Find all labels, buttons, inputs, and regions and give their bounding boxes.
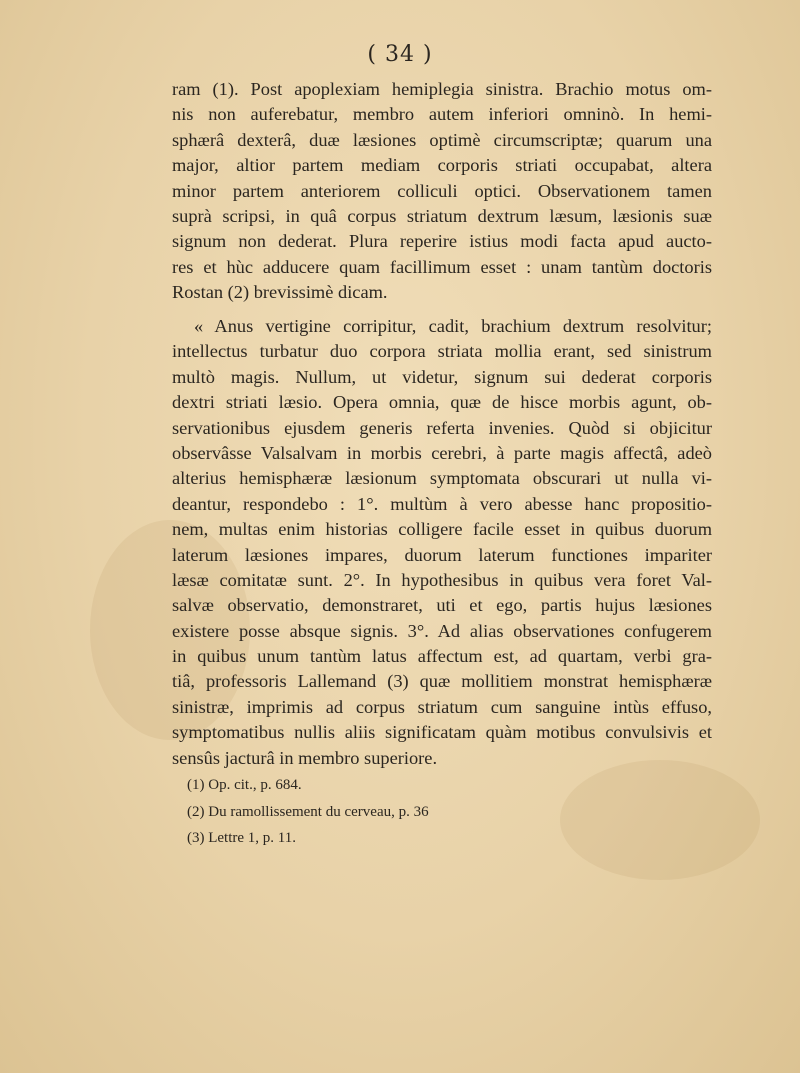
text-line: suprà scripsi, in quâ corpus striatum dextrum læsum, læsionis suæ: [172, 205, 712, 226]
text-line: existere posse absque signis. 3°. Ad alias observationes confugerem: [172, 620, 712, 641]
text-line: intellectus turbatur duo corpora striata mollia erant, sed sinistrum: [172, 341, 712, 362]
footnotes: [187, 772, 607, 852]
footnote: (1) Op. cit., p. 684.: [187, 777, 302, 793]
text-line: symptomatibus nullis aliis significatam quàm motibus convulsivis et: [172, 722, 712, 743]
text-line: ram (1). Post apoplexiam hemiplegia sinistra. Brachio motus om-: [172, 79, 712, 99]
text-line: nem, multas enim historias colligere facile esset in quibus duorum: [172, 519, 712, 540]
text-line: læsæ comitatæ sunt. 2°. In hypothesibus in quibus vera foret Val-: [172, 569, 712, 590]
paragraph-1: [172, 77, 712, 306]
text-line: tiâ, professoris Lallemand (3) quæ mollitiem monstrat hemisphæræ: [172, 671, 712, 692]
text-line: dextri striati læsio. Opera omnia, quæ de hisce morbis agunt, ob-: [172, 392, 712, 413]
text-line: sinistræ, imprimis ad corpus striatum cum sanguine intùs effuso,: [172, 696, 712, 717]
text-line: deantur, respondebo : 1°. multùm à vero abesse hanc propositio-: [172, 493, 712, 514]
text-line: alterius hemisphæræ læsionum symptomata obscurari ut nulla vi-: [172, 468, 712, 489]
text-line: sphærâ dexterâ, duæ læsiones optimè circumscriptæ; quarum una: [172, 129, 712, 150]
text-line: in quibus unum tantùm latus affectum est, ad quartam, verbi gra-: [172, 646, 712, 667]
text-line: sensûs jacturâ in membro superiore.: [172, 747, 438, 768]
text-line: laterum læsiones impares, duorum laterum functiones impariter: [172, 544, 712, 565]
text-line: res et hùc adducere quam facillimum esset : unam tantùm doctoris: [172, 256, 712, 277]
text-line: servationibus ejusdem generis referta invenies. Quòd si objicitur: [172, 417, 712, 438]
text-line: salvæ observatio, demonstraret, uti et ego, partis hujus læsiones: [172, 595, 712, 616]
footnote: (3) Lettre 1, p. 11.: [187, 830, 296, 846]
page-number: ( 34 ): [367, 42, 433, 67]
text-line: « Anus vertigine corripitur, cadit, brachium dextrum resolvitur;: [194, 316, 712, 336]
footnote: (2) Du ramollissement du cerveau, p. 36: [187, 803, 429, 820]
text-line: multò magis. Nullum, ut videtur, signum sui dederat corporis: [172, 366, 712, 387]
text-line: minor partem anteriorem colliculi optici. Observationem tamen: [172, 180, 712, 201]
text-line: nis non auferebatur, membro autem inferiori omninò. In hemi-: [172, 104, 712, 125]
paragraph-2: [172, 314, 712, 771]
text-line: Rostan (2) brevissimè dicam.: [172, 282, 388, 303]
text-line: major, altior partem mediam corporis striati occupabat, altera: [172, 155, 712, 176]
text-line: signum non dederat. Plura reperire istius modi facta apud aucto-: [172, 231, 712, 252]
text-line: observâsse Valsalvam in morbis cerebri, à parte magis affectâ, adeò: [172, 442, 712, 463]
